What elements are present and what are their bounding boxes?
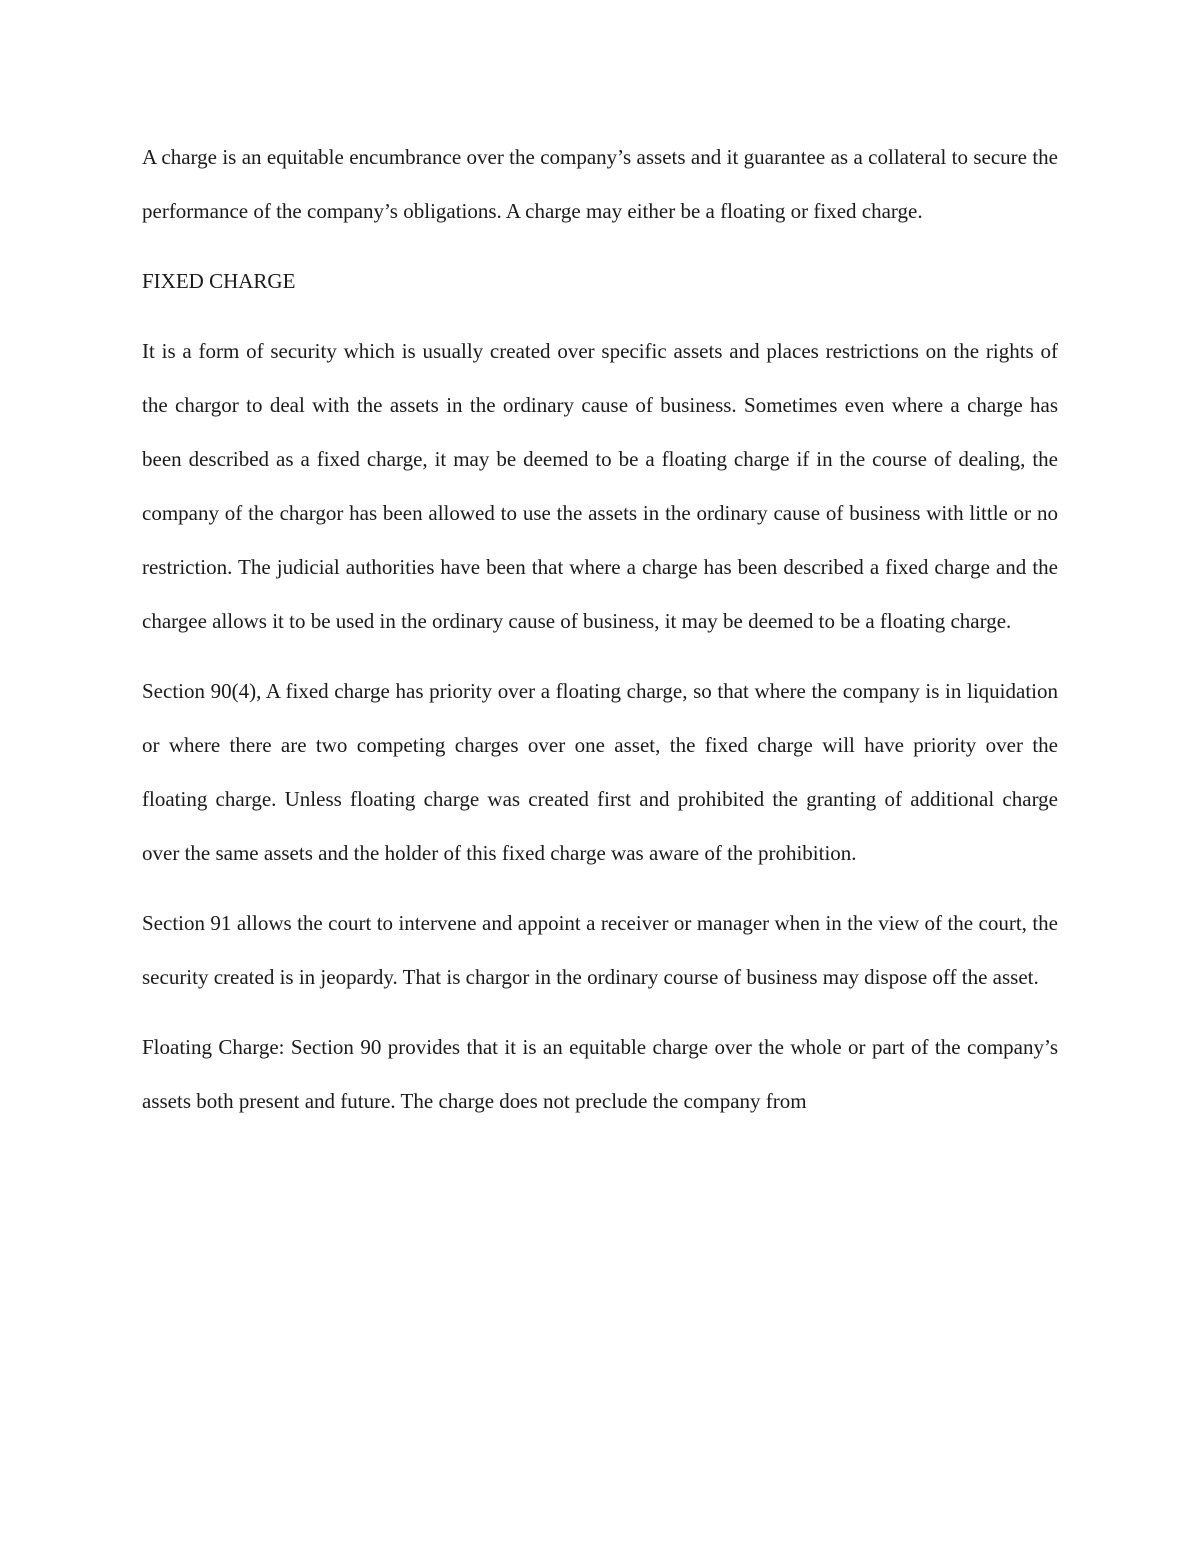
- section-90-4-paragraph: Section 90(4), A fixed charge has priority over a floating charge, so that where the company is in liquidation or where there are two competing charges over one asset, the fixed charge will have priority over the floating charge. Unless floating charge was created first and prohibited the granting of additional charge over the same assets and the holder of this fixed charge was aware of the prohibition.: [142, 679, 1058, 865]
- document-body: [142, 130, 1058, 1144]
- floating-charge-paragraph: Floating Charge: Section 90 provides that it is an equitable charge over the whole or part of the company’s assets both present and future. The charge does not preclude the company from: [142, 1035, 1058, 1113]
- section-91-paragraph: Section 91 allows the court to intervene and appoint a receiver or manager when in the view of the court, the security created is in jeopardy. That is chargor in the ordinary course of business may dispose off the asset.: [142, 911, 1058, 989]
- section-heading-fixed-charge: FIXED CHARGE: [142, 269, 296, 293]
- fixed-charge-paragraph: It is a form of security which is usually created over specific assets and places restrictions on the rights of the chargor to deal with the assets in the ordinary cause of business. Sometimes even where a charge has been described as a fixed charge, it may be deemed to be a floating charge if in the course of dealing, the company of the chargor has been allowed to use the assets in the ordinary cause of business with little or no restriction. The judicial authorities have been that where a charge has been described a fixed charge and the chargee allows it to be used in the ordinary cause of business, it may be deemed to be a floating charge.: [142, 339, 1058, 633]
- intro-paragraph: A charge is an equitable encumbrance over the company’s assets and it guarantee as a collateral to secure the performance of the company’s obligations. A charge may either be a floating or fixed charge.: [142, 145, 1058, 223]
